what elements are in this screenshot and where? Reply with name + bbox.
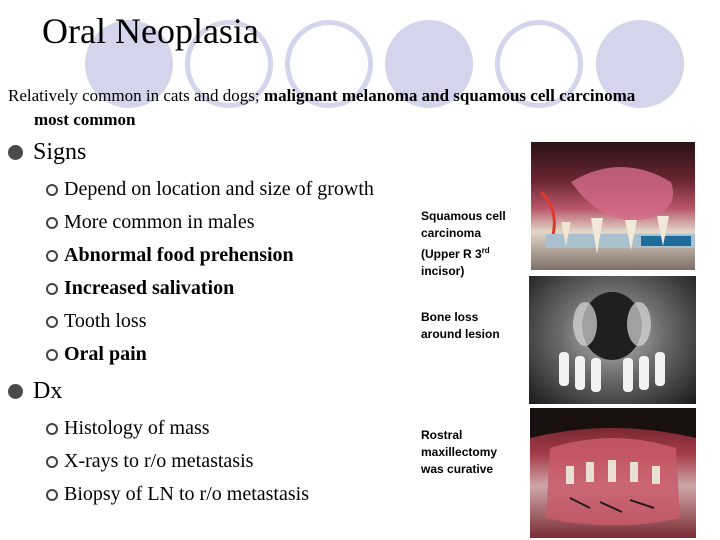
photo-art [531,142,695,270]
signs-label: Signs [33,139,87,165]
caption-superscript: rd [481,246,490,255]
caption-line: Squamous cell [421,209,506,223]
signs-item-text: Increased salivation [64,277,235,299]
dx-heading [8,378,62,405]
signs-item-text: Abnormal food prehension [64,244,294,266]
caption-line-part: (Upper R 3 [421,247,482,261]
caption-line: around lesion [421,327,500,341]
caption-line: Rostral [421,428,463,442]
caption-line: was curative [421,462,494,476]
photo-art [530,408,696,538]
maxillectomy-photo [530,408,696,538]
intro-normal: Relatively common in cats and dogs; [8,86,264,105]
intro-text [8,84,664,132]
caption-line [421,242,531,263]
signs-item [46,178,374,201]
signs-item [46,310,147,333]
bullet-ring-icon [46,349,58,361]
signs-item [46,244,294,267]
dx-item-text: Biopsy of LN to r/o metastasis [64,483,309,505]
caption-bone-loss [421,309,531,343]
caption-line: maxillectomy [421,445,498,459]
caption-line: incisor) [421,264,465,278]
dx-item-text: Histology of mass [64,417,210,439]
signs-item [46,211,255,234]
scc-mouth-photo [531,142,695,270]
signs-item-text: Depend on location and size of growth [64,178,374,200]
bullet-ring-icon [46,184,58,196]
bullet-ring-icon [46,217,58,229]
caption-maxillectomy [421,427,531,478]
bullet-ring-icon [46,489,58,501]
signs-item-text: More common in males [64,211,255,233]
signs-item [46,343,147,366]
signs-item [46,277,234,300]
bullet-ring-icon [46,316,58,328]
dx-item-text: X-rays to r/o metastasis [64,450,254,472]
bullet-dot-icon [8,145,23,160]
bullet-ring-icon [46,283,58,295]
photo-art [529,276,696,404]
dx-label: Dx [33,378,63,404]
bullet-ring-icon [46,456,58,468]
xray-photo [529,276,696,404]
bullet-dot-icon [8,384,23,399]
caption-line: Bone loss [421,310,479,324]
signs-heading [8,139,86,166]
dx-item [46,450,253,473]
dx-item [46,483,309,506]
slide-title: Oral Neoplasia [42,11,259,51]
caption-line: carcinoma [421,226,482,240]
signs-item-text: Oral pain [64,343,147,365]
intro-bold: malignant melanoma and squamous cell carcinoma most common [34,86,636,129]
signs-item-text: Tooth loss [64,310,147,332]
bullet-ring-icon [46,250,58,262]
bullet-ring-icon [46,423,58,435]
dx-item [46,417,210,440]
caption-scc [421,208,531,280]
